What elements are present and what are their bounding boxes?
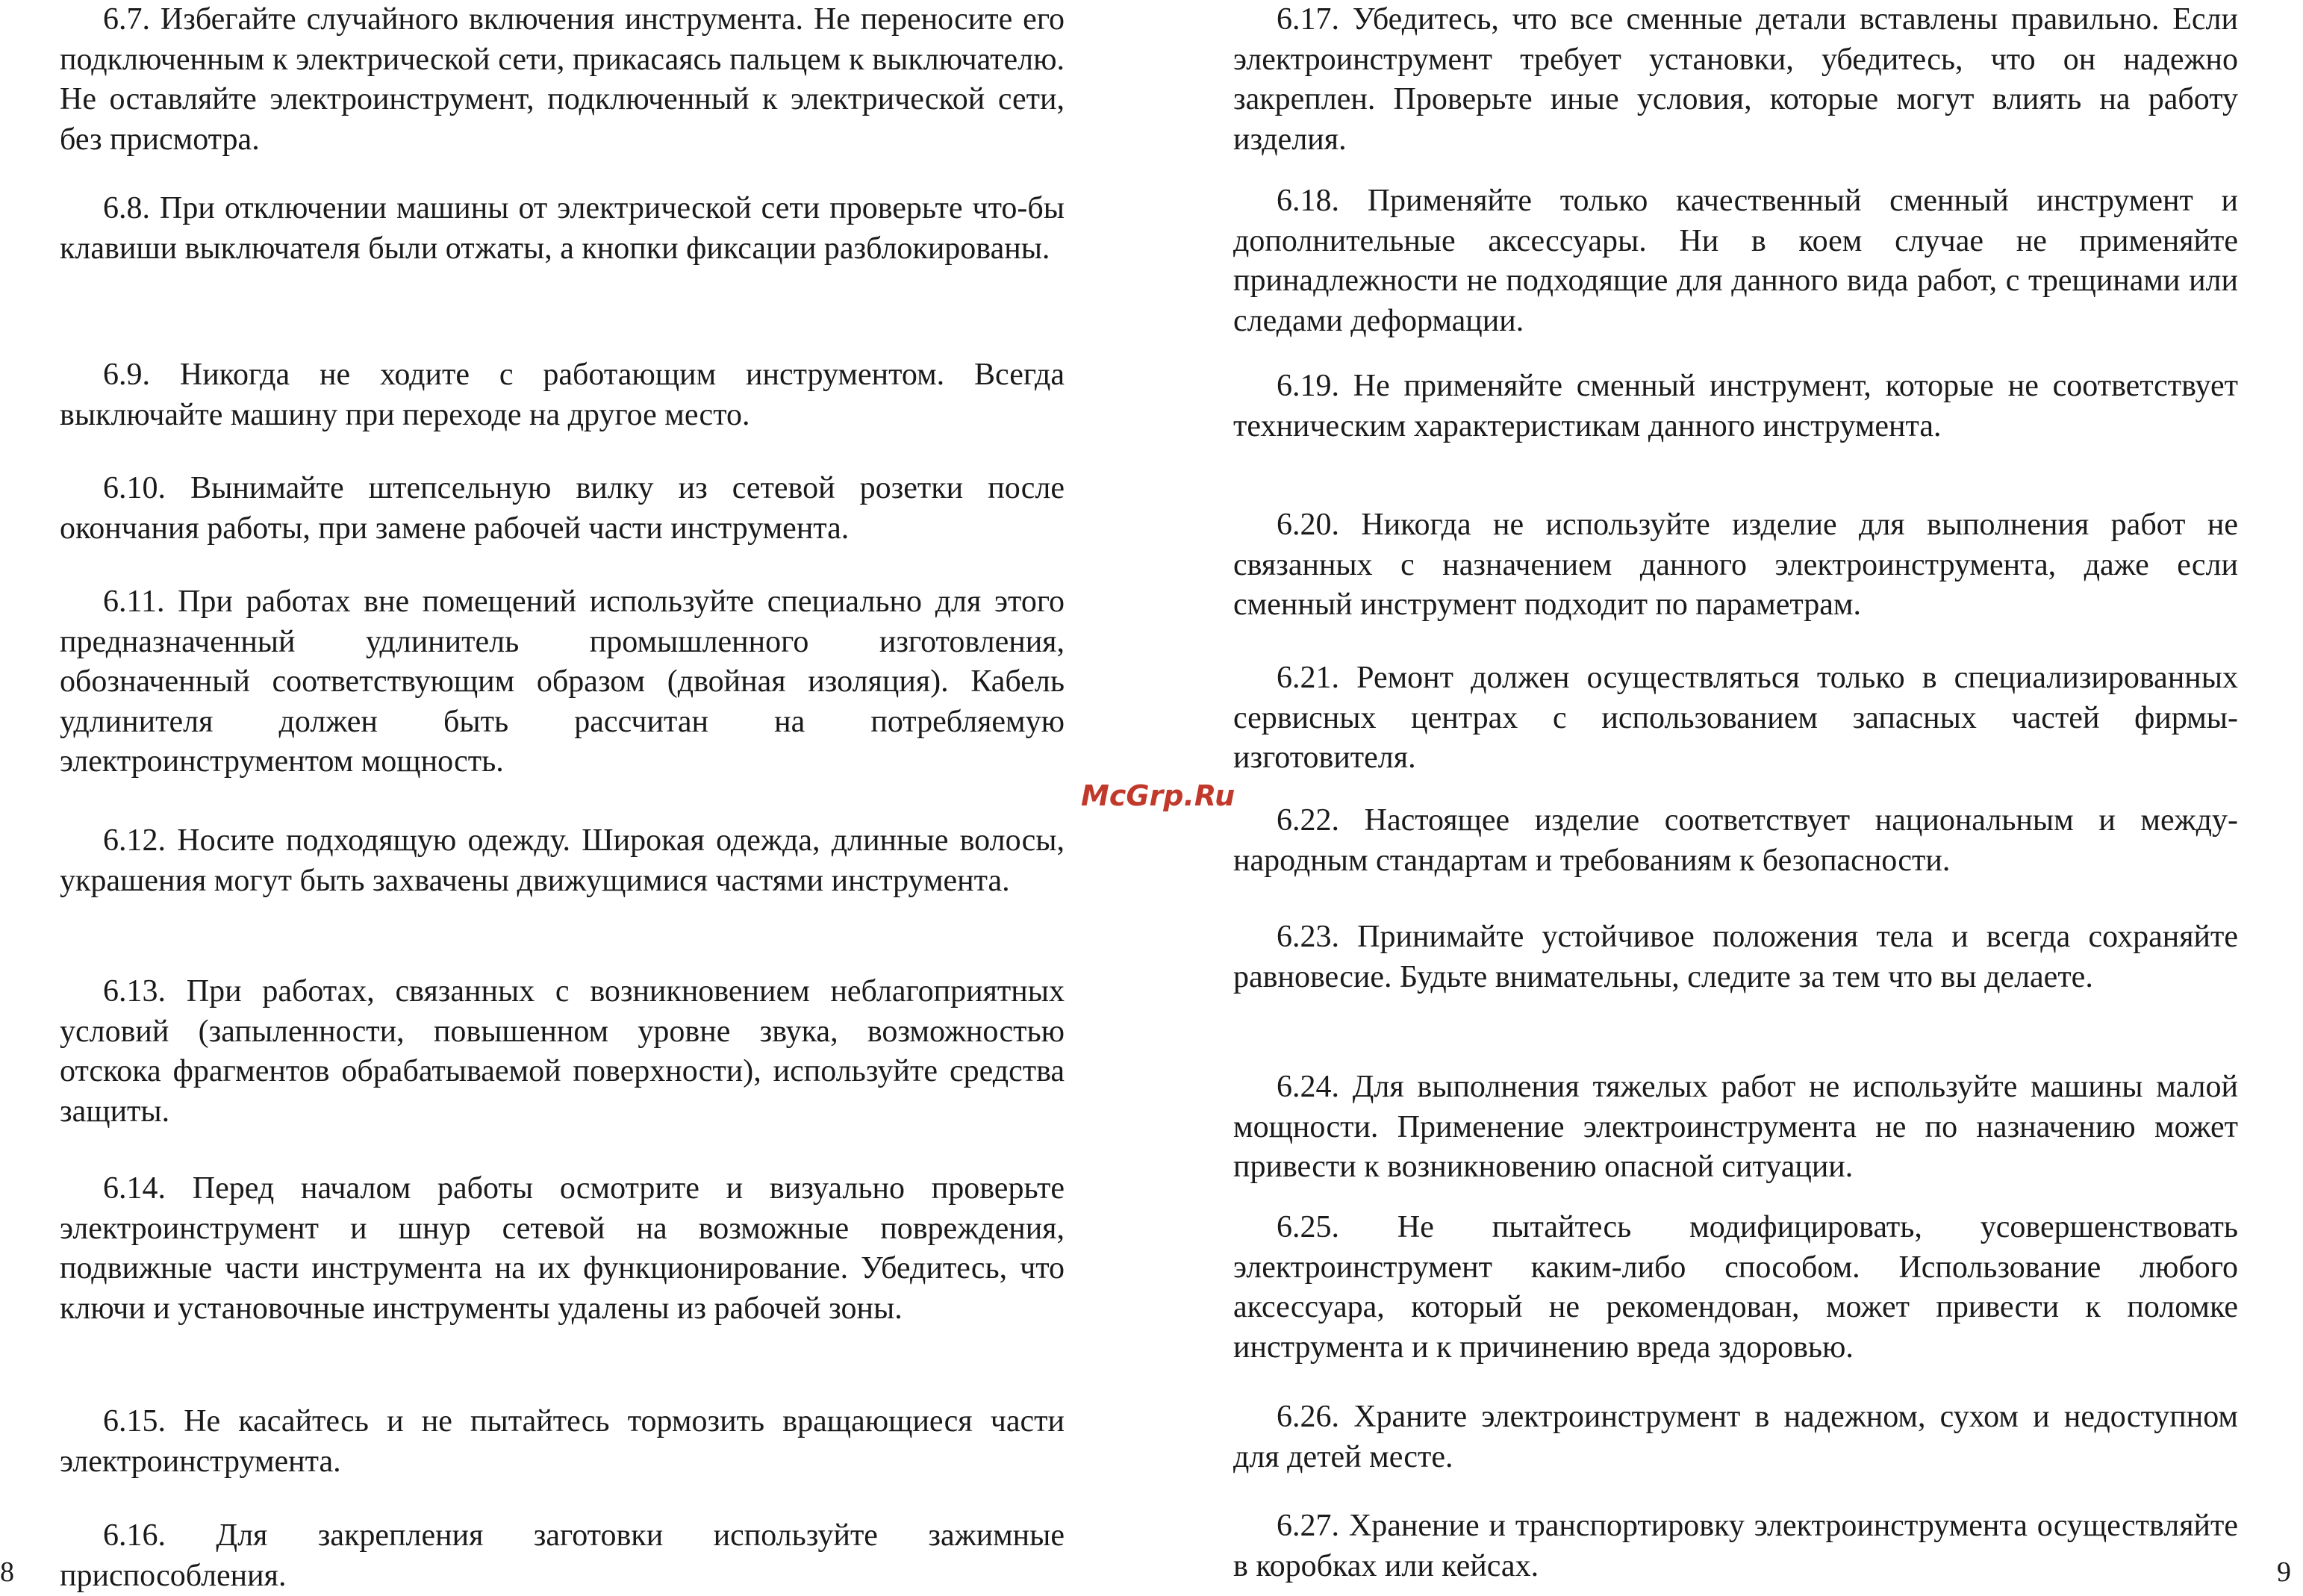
section-6-24: 6.24. Для выполнения тяжелых работ не используйте машины малой мощности. Применение электроинструмента не по назначению может привести к возникновению опасной ситуации. (1233, 1070, 2238, 1184)
section-6-19: 6.19. Не применяйте сменный инструмент, которые не соответствует техническим характеристикам данного инструмента. (1233, 369, 2238, 443)
section-6-17: 6.17. Убедитесь, что все сменные детали вставлены правильно. Если электроинструмент требует установки, убедитесь, что он надежно закреплен. Проверьте иные условия, которые могут влиять на работу изделия. (1233, 2, 2238, 157)
section-6-25: 6.25. Не пытайтесь модифицировать, усовершенствовать электроинструмент каким-либо способом. Использование любого аксессуара, который не рекомендован, может привести к поломке инструмента и к причинению вреда здоровью. (1233, 1210, 2238, 1365)
section-6-21: 6.21. Ремонт должен осуществляться только в специализированных сервисных центрах с использованием запасных частей фирмы-изготовителя. (1233, 661, 2238, 775)
section-6-23: 6.23. Принимайте устойчивое положения тела и всегда сохраняйте равновесие. Будьте внимательны, следите за тем что вы делаете. (1233, 920, 2238, 994)
section-6-7: 6.7. Избегайте случайного включения инструмента. Не переносите его подключенным к электрической сети, прикасаясь пальцем к выключателю. Не оставляйте электроинструмент, подключенный к электрической сети, без присмотра. (60, 2, 1065, 157)
section-6-15: 6.15. Не касайтесь и не пытайтесь тормозить вращающиеся части электроинструмента. (60, 1404, 1065, 1479)
page-number-right: 9 (2277, 1556, 2291, 1588)
page-number-left: 8 (0, 1556, 14, 1588)
section-6-10: 6.10. Вынимайте штепсельную вилку из сетевой розетки после окончания работы, при замене рабочей части инструмента. (60, 471, 1065, 546)
watermark: McGrp.Ru (1081, 779, 1235, 812)
section-6-11: 6.11. При работах вне помещений используйте специально для этого предназначенный удлинитель промышленного изготовления, обозначенный соответствующим образом (двойная изоляция). Кабель удлинителя должен быть рассчитан на потребляемую электроинструментом мощность. (60, 585, 1065, 779)
section-6-13: 6.13. При работах, связанных с возникновением неблагоприятных условий (запыленности, повышенном уровне звука, возможностью отскока фрагментов обрабатываемой поверхности), используйте средства защиты. (60, 974, 1065, 1129)
section-6-12: 6.12. Носите подходящую одежду. Широкая одежда, длинные волосы, украшения могут быть захвачены движущимися частями инструмента. (60, 823, 1065, 898)
section-6-8: 6.8. При отключении машины от электрической сети проверьте что-бы клавиши выключателя были отжаты, а кнопки фиксации разблокированы. (60, 191, 1065, 266)
section-6-20: 6.20. Никогда не используйте изделие для выполнения работ не связанных с назначением данного электроинструмента, даже если сменный инструмент подходит по параметрам. (1233, 508, 2238, 622)
section-6-16: 6.16. Для закрепления заготовки используйте зажимные приспособления. (60, 1518, 1065, 1593)
section-6-26: 6.26. Храните электроинструмент в надежном, сухом и недоступном для детей месте. (1233, 1400, 2238, 1474)
section-6-14: 6.14. Перед началом работы осмотрите и визуально проверьте электроинструмент и шнур сетевой на возможные повреждения, подвижные части инструмента на их функционирование. Убедитесь, что ключи и установочные инструменты удалены из рабочей зоны. (60, 1171, 1065, 1326)
section-6-18: 6.18. Применяйте только качественный сменный инструмент и дополнительные аксессуары. Ни в коем случае не применяйте принадлежности не подходящие для данного вида работ, с трещинами или следами деформации. (1233, 184, 2238, 338)
section-6-22: 6.22. Настоящее изделие соответствует национальным и между-народным стандартам и требованиям к безопасности. (1233, 803, 2238, 878)
section-6-9: 6.9. Никогда не ходите с работающим инструментом. Всегда выключайте машину при переходе на другое место. (60, 358, 1065, 432)
section-6-27: 6.27. Хранение и транспортировку электроинструмента осуществляйте в коробках или кейсах. (1233, 1509, 2238, 1583)
